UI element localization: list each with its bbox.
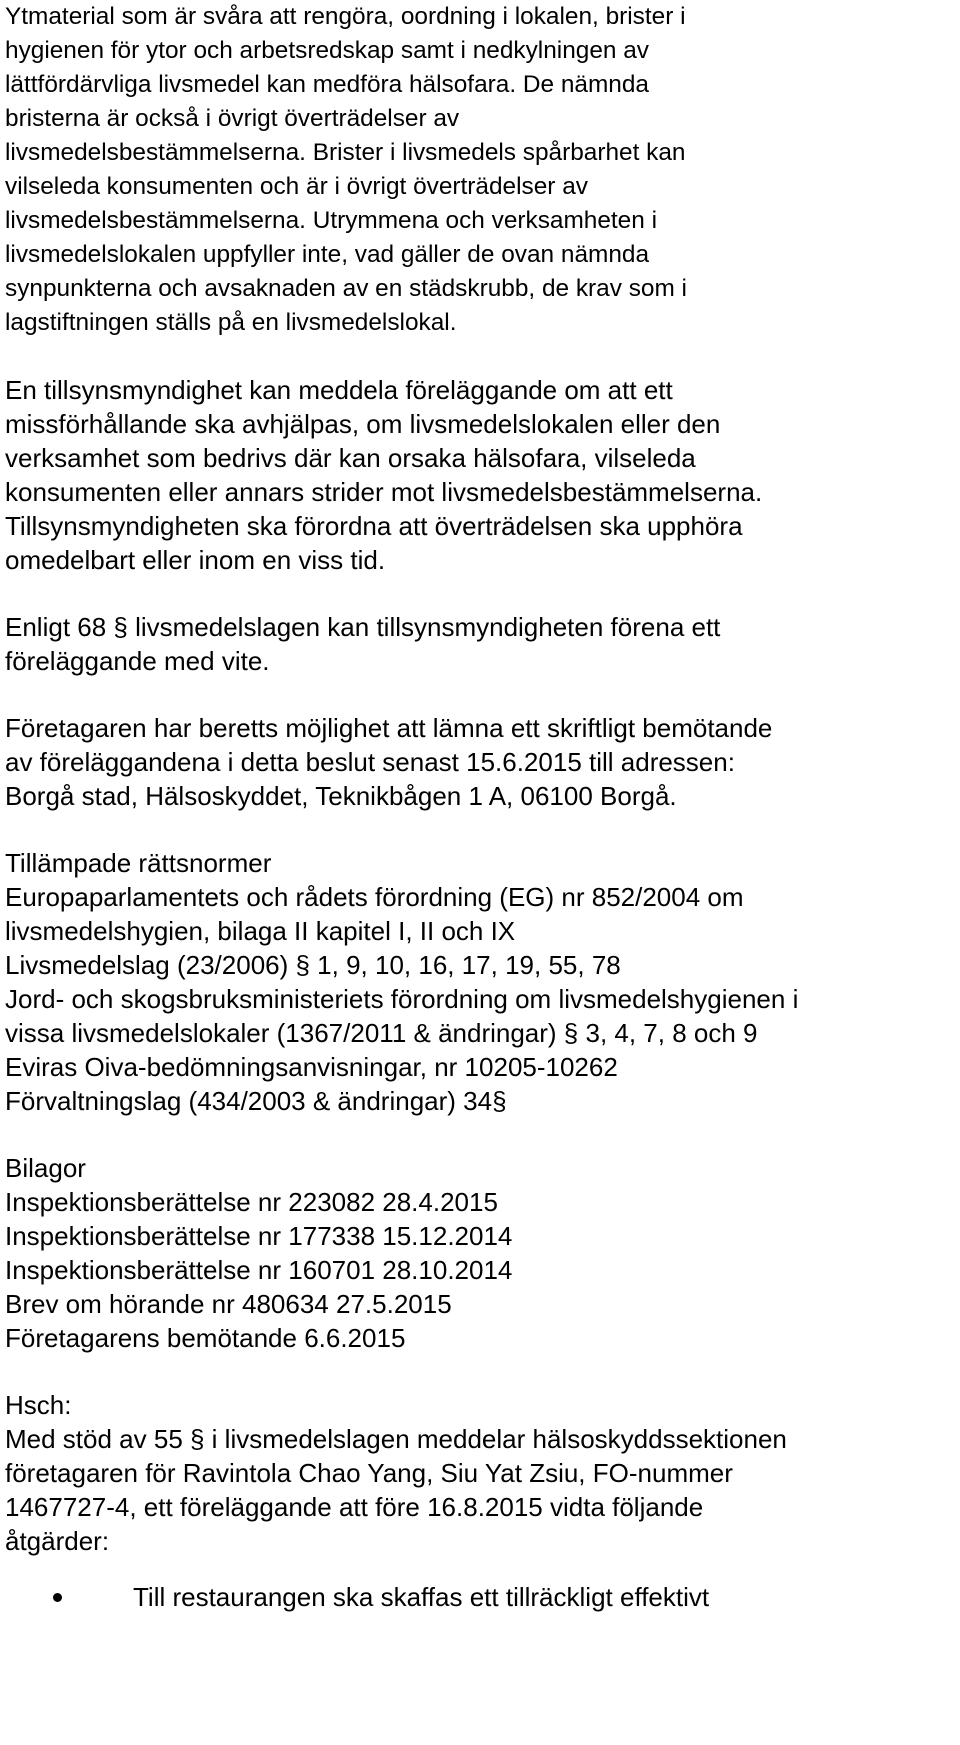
text-line: synpunkterna och avsaknaden av en städskrubb, de krav som i bbox=[5, 275, 687, 302]
text-line: En tillsynsmyndighet kan meddela föreläggande om att ett bbox=[5, 375, 673, 405]
text-line: av föreläggandena i detta beslut senast 15.6.2015 till adressen: bbox=[5, 747, 735, 777]
section-attachments bbox=[5, 1151, 957, 1355]
attachment-line: Inspektionsberättelse nr 177338 15.12.2014 bbox=[5, 1221, 513, 1251]
bullet-icon bbox=[53, 1593, 62, 1602]
text-line: livsmedelslokalen uppfyller inte, vad gäller de ovan nämnda bbox=[5, 241, 650, 268]
paragraph-gap bbox=[5, 1118, 957, 1151]
text-line: föreläggande med vite. bbox=[5, 646, 270, 676]
text-line: hygienen för ytor och arbetsredskap samt i nedkylningen av bbox=[5, 37, 650, 64]
paragraph-deficiencies bbox=[5, 0, 957, 340]
bullet-text: Till restaurangen ska skaffas ett tillräckligt effektivt bbox=[133, 1582, 710, 1612]
decision-line: företagaren för Ravintola Chao Yang, Siu Yat Zsiu, FO-nummer bbox=[5, 1458, 733, 1488]
text-line: lagstiftningen ställs på en livsmedelslokal. bbox=[5, 309, 457, 336]
text-line: Ytmaterial som är svåra att rengöra, oordning i lokalen, brister i bbox=[5, 3, 686, 30]
paragraph-authority bbox=[5, 373, 957, 577]
text-line: bristerna är också i övrigt överträdelser av bbox=[5, 105, 460, 132]
text-line: konsumenten eller annars strider mot livsmedelsbestämmelserna. bbox=[5, 477, 763, 507]
section-applied-rules bbox=[5, 846, 957, 1118]
section-heading: Tillämpade rättsnormer bbox=[5, 848, 272, 878]
paragraph-gap bbox=[5, 1355, 957, 1388]
rule-line: Livsmedelslag (23/2006) § 1, 9, 10, 16, 17, 19, 55, 78 bbox=[5, 950, 621, 980]
decision-line: åtgärder: bbox=[5, 1526, 110, 1556]
text-line: livsmedelsbestämmelserna. Brister i livsmedels spårbarhet kan bbox=[5, 139, 686, 166]
text-line: Enligt 68 § livsmedelslagen kan tillsynsmyndigheten förena ett bbox=[5, 612, 721, 642]
paragraph-gap bbox=[5, 678, 957, 711]
text-line: lättfördärvliga livsmedel kan medföra hälsofara. De nämnda bbox=[5, 71, 649, 98]
paragraph-response bbox=[5, 711, 957, 813]
text-line: vilseleda konsumenten och är i övrigt överträdelser av bbox=[5, 173, 588, 200]
decision-line: 1467727-4, ett föreläggande att före 16.8.2015 vidta följande bbox=[5, 1492, 704, 1522]
text-line: Företagaren har beretts möjlighet att lämna ett skriftligt bemötande bbox=[5, 713, 773, 743]
rule-line: Förvaltningslag (434/2003 & ändringar) 34§ bbox=[5, 1086, 507, 1116]
rule-line: Europaparlamentets och rådets förordning (EG) nr 852/2004 om bbox=[5, 882, 744, 912]
attachment-line: Brev om hörande nr 480634 27.5.2015 bbox=[5, 1289, 452, 1319]
rule-line: Eviras Oiva-bedömningsanvisningar, nr 10205-10262 bbox=[5, 1052, 618, 1082]
text-line: omedelbart eller inom en viss tid. bbox=[5, 545, 386, 575]
decision-line: Med stöd av 55 § i livsmedelslagen meddelar hälsoskyddssektionen bbox=[5, 1424, 787, 1454]
attachment-line: Inspektionsberättelse nr 223082 28.4.2015 bbox=[5, 1187, 498, 1217]
paragraph-gap bbox=[5, 577, 957, 610]
rule-line: Jord- och skogsbruksministeriets förordning om livsmedelshygienen i bbox=[5, 984, 799, 1014]
section-heading: Hsch: bbox=[5, 1390, 72, 1420]
bullet-item bbox=[5, 1580, 957, 1614]
attachment-line: Inspektionsberättelse nr 160701 28.10.2014 bbox=[5, 1255, 513, 1285]
text-line: Borgå stad, Hälsoskyddet, Teknikbågen 1 A, 06100 Borgå. bbox=[5, 781, 677, 811]
text-line: verksamhet som bedrivs där kan orsaka hälsofara, vilseleda bbox=[5, 443, 696, 473]
section-decision bbox=[5, 1388, 957, 1558]
paragraph-gap bbox=[5, 340, 957, 373]
rule-line: vissa livsmedelslokaler (1367/2011 & ändringar) § 3, 4, 7, 8 och 9 bbox=[5, 1018, 758, 1048]
paragraph-penalty bbox=[5, 610, 957, 678]
section-heading: Bilagor bbox=[5, 1153, 86, 1183]
document-body bbox=[5, 0, 957, 1614]
text-line: missförhållande ska avhjälpas, om livsmedelslokalen eller den bbox=[5, 409, 721, 439]
paragraph-gap bbox=[5, 813, 957, 846]
text-line: Tillsynsmyndigheten ska förordna att överträdelsen ska upphöra bbox=[5, 511, 743, 541]
text-line: livsmedelsbestämmelserna. Utrymmena och verksamheten i bbox=[5, 207, 658, 234]
rule-line: livsmedelshygien, bilaga II kapitel I, II och IX bbox=[5, 916, 516, 946]
attachment-line: Företagarens bemötande 6.6.2015 bbox=[5, 1323, 406, 1353]
